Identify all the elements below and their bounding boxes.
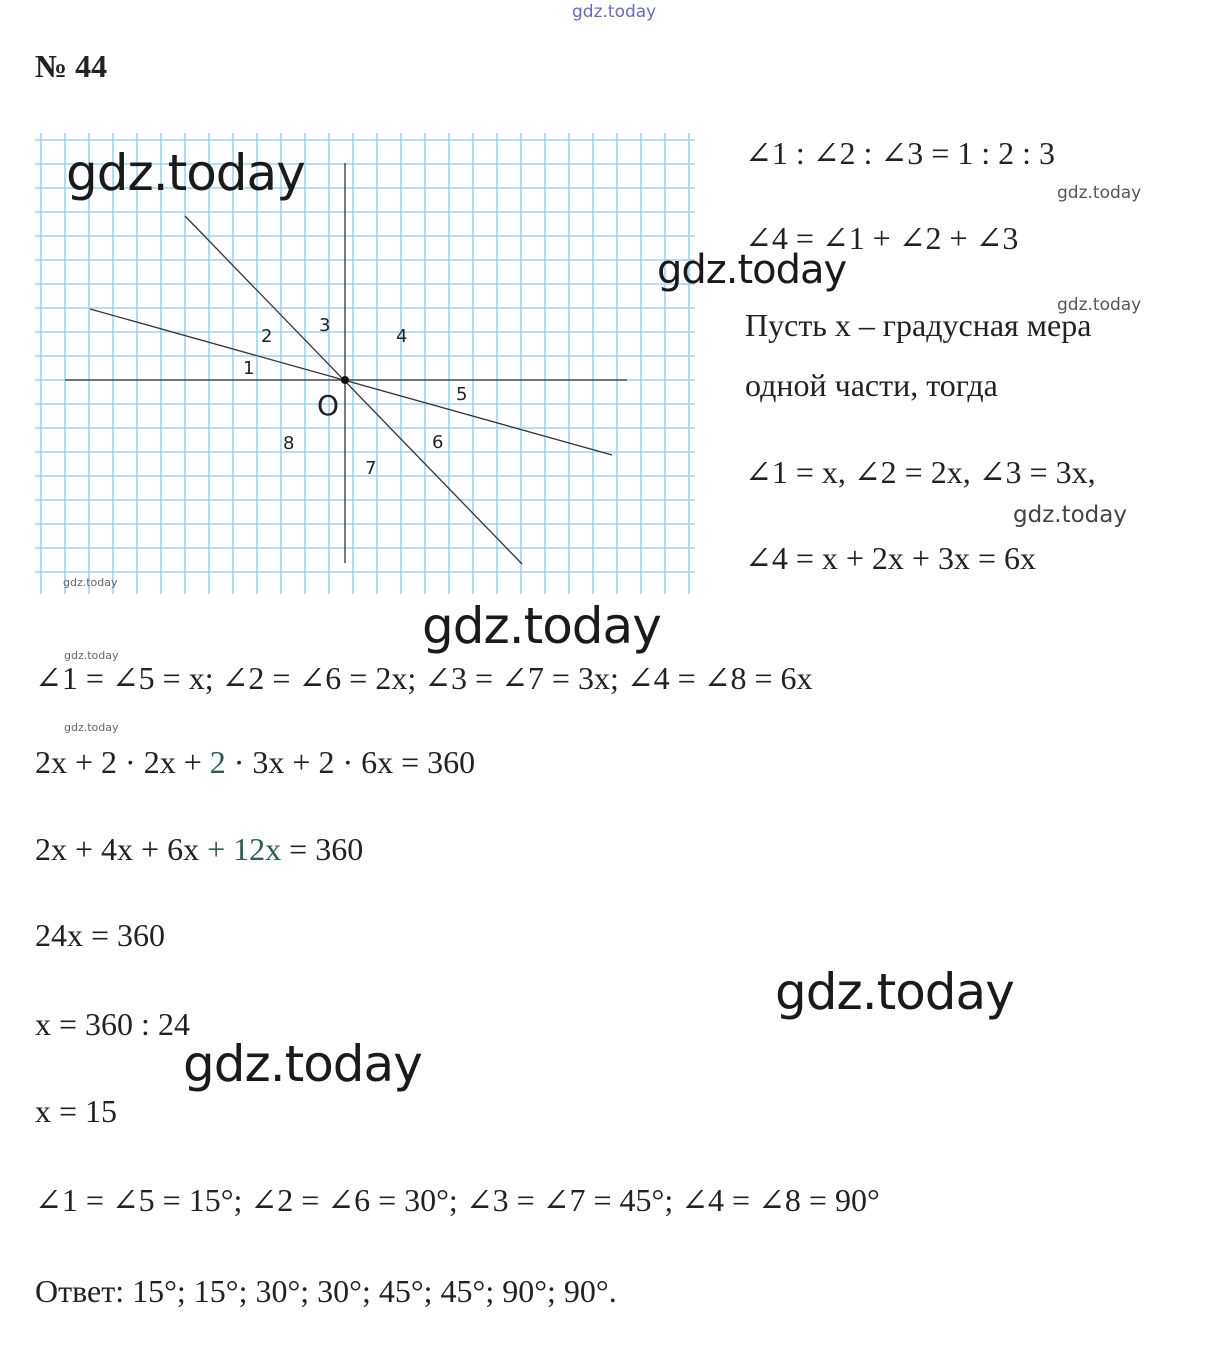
expression-line-1: ∠1 = x, ∠2 = 2x, ∠3 = 3x, — [745, 454, 1096, 490]
answer-line: Ответ: 15°; 15°; 30°; 30°; 45°; 45°; 90°; 90°. — [35, 1273, 617, 1309]
angle-label-7: 7 — [365, 458, 377, 479]
center-label: O — [317, 389, 340, 422]
equation-step-1-part-a: 2x + 2 · 2x + — [35, 744, 210, 780]
angle-label-1: 1 — [243, 358, 255, 379]
equation-step-1-part-c: · 3x + 2 · 6x = 360 — [225, 744, 476, 780]
shallow-line — [90, 309, 612, 455]
watermark-small-3: gdz.today — [1013, 502, 1127, 528]
problem-title: № 44 — [35, 48, 108, 84]
equation-step-3: 24x = 360 — [35, 917, 166, 953]
angle-label-4: 4 — [396, 326, 408, 347]
header-watermark: gdz.today — [572, 2, 657, 22]
equation-step-2-part-b: + 12x — [207, 831, 282, 867]
let-line-1: Пусть x – градусная мера — [745, 307, 1092, 343]
equation-step-1-part-b: 2 — [209, 744, 226, 780]
sum-line: ∠4 = ∠1 + ∠2 + ∠3 — [745, 220, 1019, 256]
watermark-mid-1: gdz.today — [657, 247, 847, 293]
watermark-small-2: gdz.today — [1057, 295, 1142, 315]
angle-label-5: 5 — [456, 384, 468, 405]
result-line: ∠1 = ∠5 = 15°; ∠2 = ∠6 = 30°; ∠3 = ∠7 = 45°; ∠4 = ∠8 = 90° — [35, 1182, 880, 1218]
watermark-big-3: gdz.today — [775, 963, 1014, 1021]
angle-label-8: 8 — [283, 433, 295, 454]
equation-step-5: x = 15 — [35, 1093, 118, 1129]
equation-step-2 — [35, 831, 363, 868]
equation-step-1 — [35, 744, 475, 781]
watermark-big-4: gdz.today — [183, 1035, 422, 1093]
diagram-watermark: gdz.today — [63, 576, 118, 589]
watermark-tiny-1: gdz.today — [64, 649, 119, 662]
center-point — [341, 376, 349, 384]
watermark-tiny-2: gdz.today — [64, 721, 119, 734]
watermark-big-1: gdz.today — [66, 144, 305, 202]
angle-label-2: 2 — [261, 326, 273, 347]
watermark-big-2: gdz.today — [422, 597, 661, 655]
watermark-small-1: gdz.today — [1057, 183, 1142, 203]
equalities-line: ∠1 = ∠5 = x; ∠2 = ∠6 = 2x; ∠3 = ∠7 = 3x; ∠4 = ∠8 = 6x — [35, 660, 813, 696]
grid-lines — [35, 133, 695, 594]
equation-step-2-part-a: 2x + 4x + 6x — [35, 831, 208, 867]
ratio-line: ∠1 : ∠2 : ∠3 = 1 : 2 : 3 — [745, 135, 1056, 171]
angle-label-6: 6 — [432, 432, 444, 453]
equation-step-2-part-c: = 360 — [281, 831, 364, 867]
expression-line-2: ∠4 = x + 2x + 3x = 6x — [745, 540, 1036, 576]
angle-label-3: 3 — [319, 315, 331, 336]
equation-step-4: x = 360 : 24 — [35, 1006, 190, 1042]
let-line-2: одной части, тогда — [745, 367, 998, 403]
